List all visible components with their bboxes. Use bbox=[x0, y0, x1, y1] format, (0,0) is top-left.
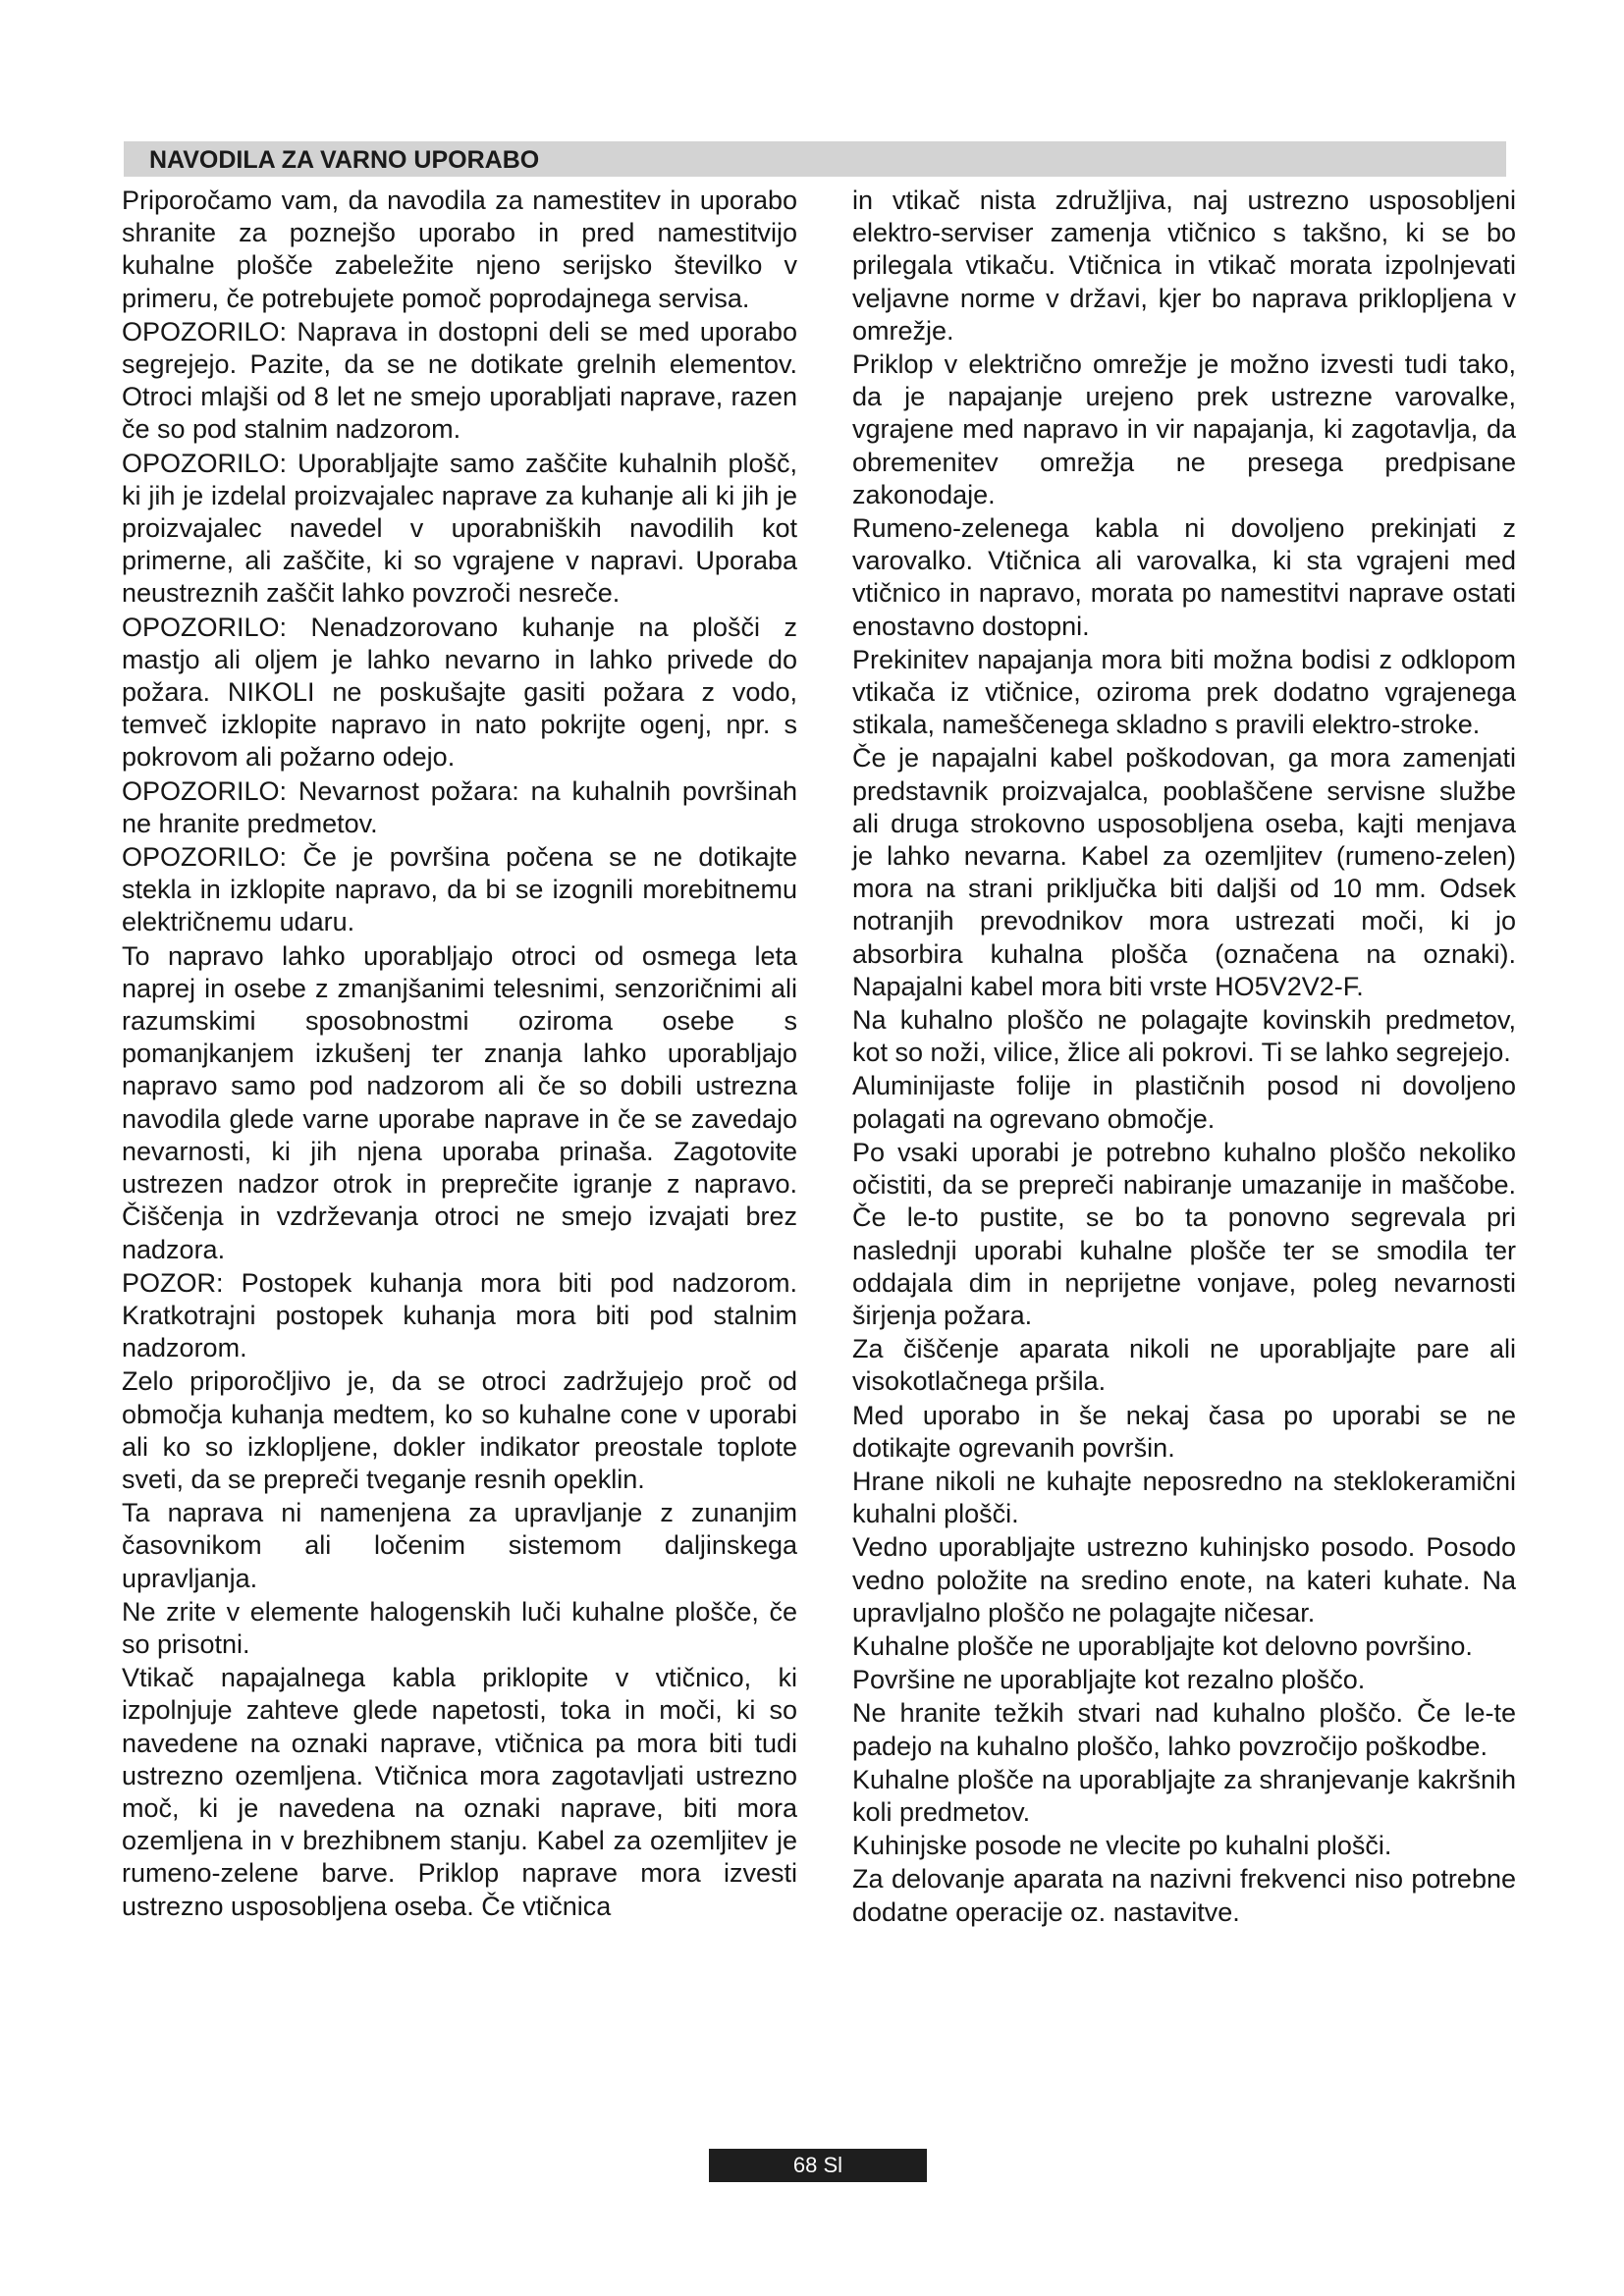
right-column bbox=[852, 185, 1516, 1930]
left-paragraph-2: OPOZORILO: Naprava in dostopni deli se med uporabo segrejejo. Pazite, da se ne dotikate grelnih elementov. Otroci mlajši od 8 let ne smejo uporabljati naprave, razen če so pod stalnim nadzorom. bbox=[122, 316, 797, 445]
left-paragraph-10: Ta naprava ni namenjena za upravljanje z zunanjim časovnikom ali ločenim sistemom daljinskega upravljanja. bbox=[122, 1498, 797, 1593]
right-paragraph-4: Prekinitev napajanja mora biti možna bodisi z odklopom vtikača iz vtičnice, oziroma prek dodatno vgrajenega stikala, nameščenega skladno s pravili elektro-stroke. bbox=[852, 644, 1516, 740]
page-number: 68 Sl bbox=[792, 2153, 843, 2177]
right-paragraph-11: Hrane nikoli ne kuhajte neposredno na steklokeramični kuhalni plošči. bbox=[852, 1466, 1516, 1529]
left-column bbox=[122, 185, 797, 1924]
right-paragraph-17: Kuhinjske posode ne vlecite po kuhalni plošči. bbox=[852, 1831, 1392, 1861]
left-paragraph-3: OPOZORILO: Uporabljajte samo zaščite kuhalnih plošč, ki jih je izdelal proizvajalec naprave za kuhanje ali ki jih je proizvajalec navedel v uporabniških navodilih kot primerne, ali zaščite, ki so vgrajene v napravi. Uporaba neustreznih zaščit lahko povzroči nesreče. bbox=[122, 448, 797, 609]
right-paragraph-13: Kuhalne plošče ne uporabljajte kot delovno površino. bbox=[852, 1630, 1473, 1661]
right-paragraph-9: Za čiščenje aparata nikoli ne uporabljajte pare ali visokotlačnega pršila. bbox=[852, 1334, 1516, 1397]
left-paragraph-5: OPOZORILO: Nevarnost požara: na kuhalnih površinah ne hranite predmetov. bbox=[122, 775, 797, 838]
right-paragraph-18: Za delovanje aparata na nazivni frekvenci niso potrebne dodatne operacije oz. nastavitve. bbox=[852, 1864, 1516, 1927]
right-paragraph-6: Na kuhalno ploščo ne polagajte kovinskih predmetov, kot so noži, vilice, žlice ali pokrovi. Ti se lahko segrejejo. bbox=[852, 1005, 1516, 1068]
right-paragraph-7: Aluminijaste folije in plastičnih posod ni dovoljeno polagati na ogrevano območje. bbox=[852, 1071, 1516, 1134]
right-paragraph-14: Površine ne uporabljajte kot rezalno ploščo. bbox=[852, 1665, 1366, 1695]
left-paragraph-9: Zelo priporočljivo je, da se otroci zadržujejo proč od območja kuhanja medtem, ko so kuhalne cone v uporabi ali ko so izklopljene, dokler indikator preostale toplote sveti, da se prepreči tveganje resnih opeklin. bbox=[122, 1366, 797, 1494]
section-title: NAVODILA ZA VARNO UPORABO bbox=[149, 146, 540, 174]
section-header-bar bbox=[124, 141, 1506, 177]
right-paragraph-16: Kuhalne plošče na uporabljajte za shranjevanje kakršnih koli predmetov. bbox=[852, 1764, 1516, 1827]
page-number-box bbox=[709, 2149, 927, 2182]
left-paragraph-6: OPOZORILO: Če je površina počena se ne dotikajte stekla in izklopite napravo, da bi se izognili morebitnemu električnemu udaru. bbox=[122, 842, 797, 937]
right-paragraph-2: Priklop v električno omrežje je možno izvesti tudi tako, da je napajanje urejeno prek ustrezne varovalke, vgrajene med napravo in vir napajanja, ki zagotavlja, da obremenitev omrežja ne presega predpisane zakonodaje. bbox=[852, 349, 1516, 509]
left-paragraph-1: Priporočamo vam, da navodila za namestitev in uporabo shranite za poznejšo uporabo in pred namestitvijo kuhalne plošče zabeležite njeno serijsko številko v primeru, če potrebujete pomoč poprodajnega servisa. bbox=[122, 186, 797, 313]
left-paragraph-8: POZOR: Postopek kuhanja mora biti pod nadzorom. Kratkotrajni postopek kuhanja mora biti pod stalnim nadzorom. bbox=[122, 1267, 797, 1363]
left-paragraph-7: To napravo lahko uporabljajo otroci od osmega leta naprej in osebe z zmanjšanimi telesnimi, senzoričnimi ali razumskimi sposobnostmi oziroma osebe s pomanjkanjem izkušenj ter znanja lahko uporabljajo napravo samo pod nadzorom ali če so dobili ustrezna navodila glede varne uporabe naprave in če se zavedajo nevarnosti, ki jih njena uporaba prinaša. Zagotovite ustrezen nadzor otrok in preprečite igranje z napravo. Čiščenja in vzdrževanja otroci ne smejo izvajati brez nadzora. bbox=[122, 940, 797, 1264]
right-paragraph-5: Če je napajalni kabel poškodovan, ga mora zamenjati predstavnik proizvajalca, pooblaščene servisne službe ali druga strokovno usposobljena oseba, kajti menjava je lahko nevarna. Kabel za ozemljitev (rumeno-zelen) mora na strani priključka biti daljši od 10 mm. Odsek notranjih prevodnikov mora ustrezati moči, ki jo absorbira kuhalna plošča (označena na oznaki). Napajalni kabel mora biti vrste HO5V2V2-F. bbox=[852, 743, 1516, 1001]
right-paragraph-15: Ne hranite težkih stvari nad kuhalno ploščo. Če le-te padejo na kuhalno ploščo, lahko povzročijo poškodbe. bbox=[852, 1698, 1516, 1761]
left-paragraph-4: OPOZORILO: Nenadzorovano kuhanje na plošči z mastjo ali oljem je lahko nevarno in lahko privede do požara. NIKOLI ne poskušajte gasiti požara z vodo, temveč izklopite napravo in nato pokrijte ogenj, npr. s pokrovom ali požarno odejo. bbox=[122, 612, 797, 773]
right-paragraph-3: Rumeno-zelenega kabla ni dovoljeno prekinjati z varovalko. Vtičnica ali varovalka, ki sta vgrajeni med vtičnico in napravo, morata po namestitvi naprave ostati enostavno dostopni. bbox=[852, 513, 1516, 641]
left-paragraph-12: Vtikač napajalnega kabla priklopite v vtičnico, ki izpolnjuje zahteve glede napetosti, toka in moči, ki so navedene na oznaki naprave, vtičnica pa mora biti tudi ustrezno ozemljena. Vtičnica mora zagotavljati ustrezno moč, ki je navedena na oznaki naprave, biti mora ozemljena in v brezhibnem stanju. Kabel za ozemljitev je rumeno-zelene barve. Priklop naprave mora izvesti ustrezno usposobljena oseba. Če vtičnica bbox=[122, 1663, 797, 1921]
right-paragraph-12: Vedno uporabljajte ustrezno kuhinjsko posodo. Posodo vedno položite na sredino enote, na kateri kuhate. Na upravljalno ploščo ne polagajte ničesar. bbox=[852, 1532, 1516, 1628]
right-paragraph-8: Po vsaki uporabi je potrebno kuhalno ploščo nekoliko očistiti, da se prepreči nabiranje umazanije in maščobe. Če le-to pustite, se bo ta ponovno segrevala pri naslednji uporabi kuhalne plošče ter se smodila ter oddajala dim in neprijetne vonjave, poleg nevarnosti širjenja požara. bbox=[852, 1137, 1516, 1330]
right-paragraph-1: in vtikač nista združljiva, naj ustrezno usposobljeni elektro-serviser zamenja vtičnico s takšno, ki se bo prilegala vtikaču. Vtičnica in vtikač morata izpolnjevati veljavne norme v državi, kjer bo naprava priklopljena v omrežje. bbox=[852, 186, 1516, 346]
right-paragraph-10: Med uporabo in še nekaj časa po uporabi se ne dotikajte ogrevanih površin. bbox=[852, 1400, 1516, 1463]
left-paragraph-11: Ne zrite v elemente halogenskih luči kuhalne plošče, če so prisotni. bbox=[122, 1596, 797, 1659]
